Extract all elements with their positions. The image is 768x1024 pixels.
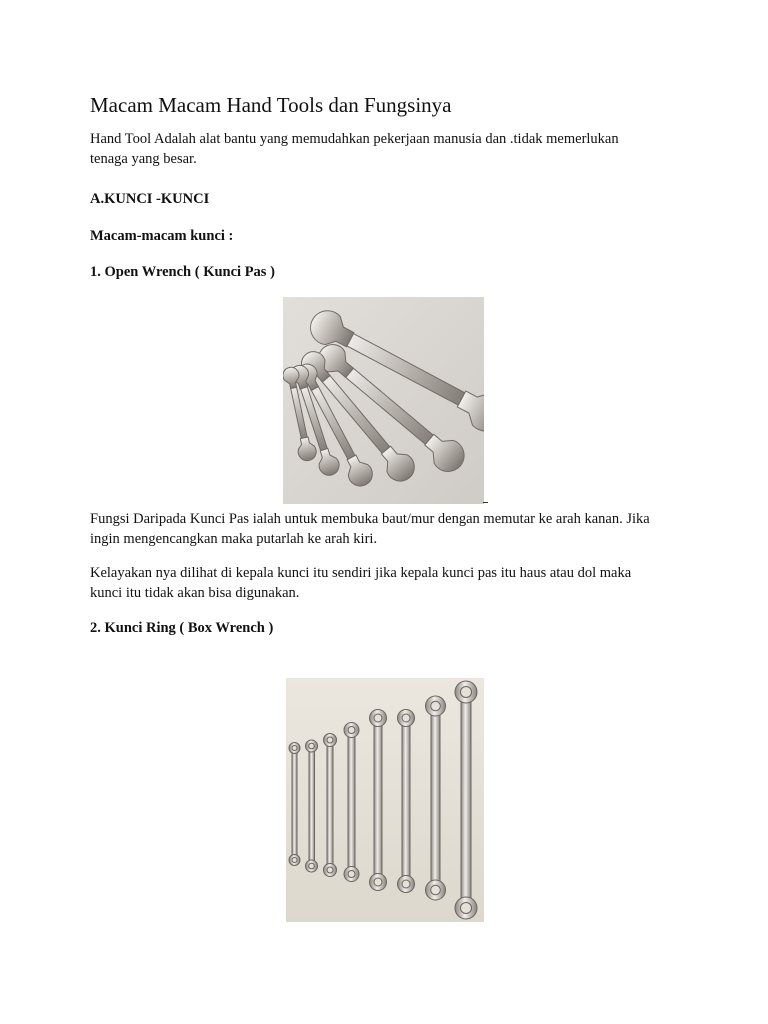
intro-paragraph — [90, 129, 690, 169]
open-wrench-paragraph-1 — [90, 509, 690, 549]
open-wrench-image — [283, 297, 484, 504]
page-title: Macam Macam Hand Tools dan Fungsinya — [90, 93, 452, 117]
item-heading-box-wrench: 2. Kunci Ring ( Box Wrench ) — [90, 620, 274, 636]
subheading: Macam-macam kunci : — [90, 228, 234, 244]
section-heading: A.KUNCI -KUNCI — [90, 191, 210, 207]
paragraph-line: kunci itu tidak akan bisa digunakan. — [90, 585, 300, 601]
box-wrench-set-photo-icon — [286, 678, 484, 922]
open-wrench-set-photo-icon — [283, 297, 484, 504]
paragraph-line: Fungsi Daripada Kunci Pas ialah untuk membuka baut/mur dengan memutar ke arah kanan. Jika — [90, 511, 650, 527]
image-caption-mark — [483, 502, 488, 503]
intro-line-1: Hand Tool Adalah alat bantu yang memudahkan pekerjaan manusia dan .tidak memerlukan — [90, 131, 619, 147]
paragraph-line: Kelayakan nya dilihat di kepala kunci itu sendiri jika kepala kunci pas itu haus atau dol maka — [90, 565, 632, 581]
item-heading-open-wrench: 1. Open Wrench ( Kunci Pas ) — [90, 264, 275, 280]
intro-line-2: tenaga yang besar. — [90, 151, 197, 167]
box-wrench-image — [286, 678, 484, 922]
open-wrench-paragraph-2 — [90, 563, 690, 603]
paragraph-line: ingin mengencangkan maka putarlah ke arah kiri. — [90, 531, 378, 547]
